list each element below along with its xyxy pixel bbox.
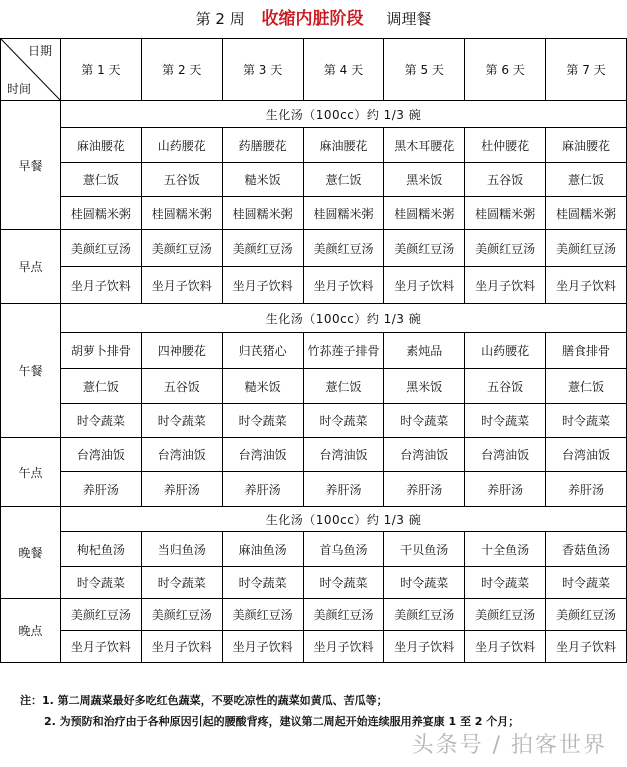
dish-cell: 养肝汤: [141, 472, 222, 507]
dish-cell: 桂圆糯米粥: [222, 197, 303, 230]
page-title: [0, 8, 627, 30]
dish-cell: 山药腰花: [465, 333, 546, 369]
dish-cell: 美颜红豆汤: [546, 230, 627, 267]
dish-cell: 台湾油饭: [384, 438, 465, 472]
dish-cell: 山药腰花: [141, 128, 222, 163]
dish-cell: 薏仁饭: [303, 369, 384, 404]
dish-cell: 时令蔬菜: [141, 567, 222, 599]
dish-cell: 美颜红豆汤: [222, 230, 303, 267]
dish-cell: 素炖品: [384, 333, 465, 369]
dish-cell: 坐月子饮料: [222, 267, 303, 304]
dish-cell: 膳食排骨: [546, 333, 627, 369]
dish-cell: 首乌鱼汤: [303, 532, 384, 567]
dish-cell: 时令蔬菜: [546, 404, 627, 438]
dish-cell: 坐月子饮料: [141, 267, 222, 304]
dish-cell: 台湾油饭: [141, 438, 222, 472]
title-week: 第 2 周: [195, 10, 245, 28]
dish-cell: 台湾油饭: [222, 438, 303, 472]
dish-cell: 时令蔬菜: [465, 567, 546, 599]
dish-cell: 时令蔬菜: [384, 567, 465, 599]
dish-cell: 美颜红豆汤: [222, 599, 303, 631]
time-label: 时间: [7, 82, 32, 96]
footnotes: [20, 690, 519, 732]
header-row: [1, 39, 627, 101]
meal-label-lunch: 午餐: [1, 304, 61, 438]
dish-cell: 坐月子饮料: [384, 631, 465, 663]
dish-cell: 薏仁饭: [546, 369, 627, 404]
dish-cell: 桂圆糯米粥: [61, 197, 142, 230]
dish-cell: 坐月子饮料: [303, 631, 384, 663]
dish-cell: 时令蔬菜: [61, 567, 142, 599]
dish-cell: 四神腰花: [141, 333, 222, 369]
dish-cell: 美颜红豆汤: [465, 230, 546, 267]
dish-cell: 胡萝卜排骨: [61, 333, 142, 369]
dish-cell: 坐月子饮料: [546, 631, 627, 663]
table-row: [1, 197, 627, 230]
day-header: 第 5 天: [384, 39, 465, 101]
dish-cell: 时令蔬菜: [222, 404, 303, 438]
dish-cell: 五谷饭: [465, 369, 546, 404]
day-header: 第 7 天: [546, 39, 627, 101]
dish-cell: 养肝汤: [465, 472, 546, 507]
title-phase: 收缩内脏阶段: [261, 9, 364, 29]
soup-row: [1, 304, 627, 333]
dish-cell: 杜仲腰花: [465, 128, 546, 163]
meal-label-morning-snack: 早点: [1, 230, 61, 304]
dish-cell: 坐月子饮料: [465, 267, 546, 304]
day-header: 第 2 天: [141, 39, 222, 101]
title-suffix: 调理餐: [386, 10, 432, 28]
dish-cell: 十全鱼汤: [465, 532, 546, 567]
table-row: [1, 567, 627, 599]
table-row: [1, 532, 627, 567]
dish-cell: 坐月子饮料: [222, 631, 303, 663]
dish-cell: 药膳腰花: [222, 128, 303, 163]
dish-cell: 养肝汤: [61, 472, 142, 507]
dish-cell: 美颜红豆汤: [61, 599, 142, 631]
dish-cell: 坐月子饮料: [61, 267, 142, 304]
dish-cell: 薏仁饭: [546, 163, 627, 197]
table-row: [1, 128, 627, 163]
dish-cell: 糙米饭: [222, 369, 303, 404]
table-row: [1, 333, 627, 369]
dish-cell: 时令蔬菜: [465, 404, 546, 438]
dish-cell: 时令蔬菜: [222, 567, 303, 599]
day-header: 第 4 天: [303, 39, 384, 101]
dish-cell: 坐月子饮料: [465, 631, 546, 663]
dish-cell: 干贝鱼汤: [384, 532, 465, 567]
dish-cell: 台湾油饭: [61, 438, 142, 472]
date-time-corner: [1, 39, 61, 101]
dish-cell: 糙米饭: [222, 163, 303, 197]
soup-row: [1, 507, 627, 532]
dish-cell: 黑米饭: [384, 369, 465, 404]
dish-cell: 坐月子饮料: [303, 267, 384, 304]
dish-cell: 时令蔬菜: [61, 404, 142, 438]
dish-cell: 桂圆糯米粥: [141, 197, 222, 230]
table-row: [1, 163, 627, 197]
soup-cell: 生化汤（100cc）约 1/3 碗: [61, 304, 627, 333]
dish-cell: 薏仁饭: [303, 163, 384, 197]
meal-plan-table: [0, 38, 627, 663]
soup-row: [1, 101, 627, 128]
dish-cell: 时令蔬菜: [141, 404, 222, 438]
dish-cell: 薏仁饭: [61, 163, 142, 197]
dish-cell: 台湾油饭: [465, 438, 546, 472]
day-header: 第 1 天: [61, 39, 142, 101]
dish-cell: 麻油腰花: [61, 128, 142, 163]
day-header: 第 6 天: [465, 39, 546, 101]
date-label: 日期: [27, 44, 52, 58]
dish-cell: 美颜红豆汤: [384, 230, 465, 267]
dish-cell: 美颜红豆汤: [141, 599, 222, 631]
dish-cell: 黑米饭: [384, 163, 465, 197]
dish-cell: 薏仁饭: [61, 369, 142, 404]
dish-cell: 美颜红豆汤: [141, 230, 222, 267]
dish-cell: 黑木耳腰花: [384, 128, 465, 163]
soup-cell: 生化汤（100cc）约 1/3 碗: [61, 507, 627, 532]
dish-cell: 美颜红豆汤: [546, 599, 627, 631]
dish-cell: 养肝汤: [384, 472, 465, 507]
dish-cell: 桂圆糯米粥: [303, 197, 384, 230]
dish-cell: 麻油鱼汤: [222, 532, 303, 567]
note-1: 注：1. 第二周蔬菜最好多吃红色蔬菜，不要吃凉性的蔬菜如黄瓜、苦瓜等；: [20, 694, 388, 707]
dish-cell: 桂圆糯米粥: [465, 197, 546, 230]
dish-cell: 坐月子饮料: [384, 267, 465, 304]
dish-cell: 麻油腰花: [546, 128, 627, 163]
dish-cell: 时令蔬菜: [384, 404, 465, 438]
dish-cell: 养肝汤: [546, 472, 627, 507]
soup-cell: 生化汤（100cc）约 1/3 碗: [61, 101, 627, 128]
dish-cell: 养肝汤: [303, 472, 384, 507]
dish-cell: 台湾油饭: [303, 438, 384, 472]
table-row: [1, 438, 627, 472]
dish-cell: 五谷饭: [141, 163, 222, 197]
dish-cell: 麻油腰花: [303, 128, 384, 163]
meal-label-afternoon-snack: 午点: [1, 438, 61, 507]
dish-cell: 坐月子饮料: [141, 631, 222, 663]
table-row: [1, 230, 627, 267]
dish-cell: 台湾油饭: [546, 438, 627, 472]
dish-cell: 香菇鱼汤: [546, 532, 627, 567]
dish-cell: 时令蔬菜: [546, 567, 627, 599]
dish-cell: 归芪猪心: [222, 333, 303, 369]
dish-cell: 枸杞鱼汤: [61, 532, 142, 567]
dish-cell: 养肝汤: [222, 472, 303, 507]
table-row: [1, 599, 627, 631]
dish-cell: 五谷饭: [465, 163, 546, 197]
meal-label-evening-snack: 晚点: [1, 599, 61, 663]
dish-cell: 五谷饭: [141, 369, 222, 404]
dish-cell: 美颜红豆汤: [61, 230, 142, 267]
note-2: 2. 为预防和治疗由于各种原因引起的腰酸背疼，建议第二周起开始连续服用养宴康 1 至 2 个月；: [44, 715, 520, 728]
table-row: [1, 267, 627, 304]
dish-cell: 美颜红豆汤: [465, 599, 546, 631]
watermark: 头条号 / 拍客世界: [411, 733, 607, 758]
dish-cell: 坐月子饮料: [61, 631, 142, 663]
dish-cell: 美颜红豆汤: [303, 599, 384, 631]
dish-cell: 当归鱼汤: [141, 532, 222, 567]
dish-cell: 时令蔬菜: [303, 567, 384, 599]
table-row: [1, 631, 627, 663]
dish-cell: 坐月子饮料: [546, 267, 627, 304]
dish-cell: 时令蔬菜: [303, 404, 384, 438]
table-row: [1, 404, 627, 438]
dish-cell: 桂圆糯米粥: [546, 197, 627, 230]
dish-cell: 桂圆糯米粥: [384, 197, 465, 230]
table-row: [1, 369, 627, 404]
day-header: 第 3 天: [222, 39, 303, 101]
dish-cell: 竹荪莲子排骨: [303, 333, 384, 369]
dish-cell: 美颜红豆汤: [384, 599, 465, 631]
dish-cell: 美颜红豆汤: [303, 230, 384, 267]
table-row: [1, 472, 627, 507]
meal-label-dinner: 晚餐: [1, 507, 61, 599]
meal-label-breakfast: 早餐: [1, 101, 61, 230]
